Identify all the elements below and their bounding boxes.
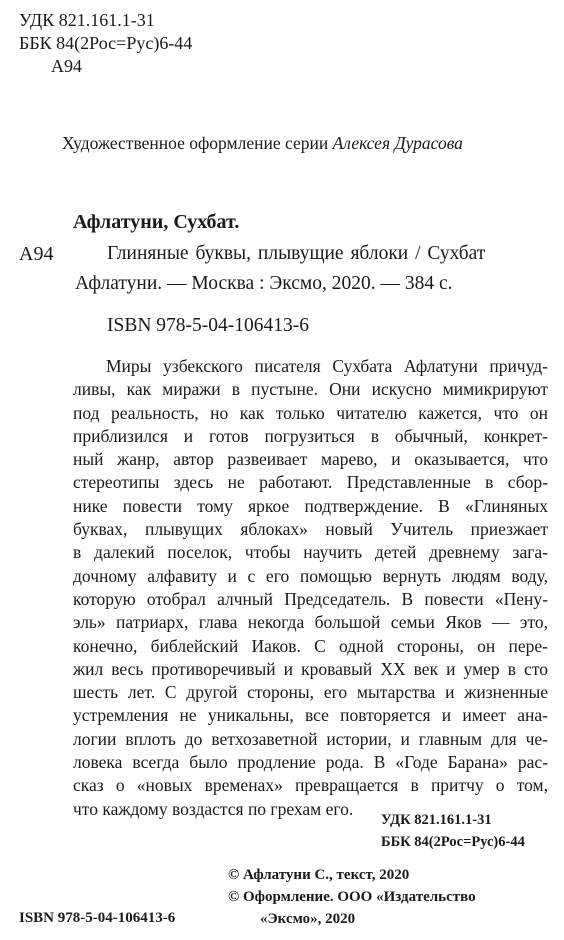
annotation-paragraph — [73, 355, 548, 821]
record-author-mark: А94 — [19, 243, 54, 265]
annotation-line: устремления не уникальны, все повторяется и имеет ана- — [73, 705, 548, 726]
annotation-line: которую отобрал алчный Председатель. В повести «Пену- — [73, 588, 548, 609]
series-design-prefix: Художественное оформление серии — [62, 133, 333, 153]
annotation-line: ловека всегда было продление рода. В «Годе Барана» рас- — [73, 752, 548, 773]
record-title-line-1: Глиняные буквы, плывущие яблоки / Сухбат — [107, 243, 486, 264]
series-design-credit — [62, 133, 463, 154]
annotation-line: стереотипы здесь не работают. Представленные в сбор- — [73, 472, 548, 493]
annotation-line: эль» патриарх, глава некогда большой семьи Яков — это, — [73, 612, 548, 633]
annotation-line: Миры узбекского писателя Сухбата Афлатуни причуд- — [106, 356, 548, 376]
copyright-publisher: «Эксмо», 2020 — [260, 911, 356, 927]
annotation-line: шесть лет. С другой стороны, его мытарства и жизненные — [73, 682, 548, 703]
annotation-line: нике повести тому яркое подтверждение. В «Глиняных — [73, 495, 548, 516]
annotation-line: в далекий поселок, чтобы научить детей древнему зага- — [73, 542, 548, 563]
record-author: Афлатуни, Сухбат. — [73, 211, 240, 233]
classification-codes-bottom — [381, 809, 525, 853]
annotation-line: под реальность, но как только читателю кажется, что он — [73, 402, 548, 423]
annotation-line: ный жанр, автор развеивает марево, и оказывается, что — [73, 449, 548, 470]
annotation-line: что каждому воздастся по грехам его. — [73, 798, 354, 819]
record-title-line-2: Афлатуни. — Москва : Эксмо, 2020. — 384 с. — [75, 273, 453, 294]
bbk-code: ББК 84(2Рос=Рус)6-44 — [381, 834, 525, 850]
annotation-line: жил весь противоречивый и кровавый XX век и умер в сто — [73, 658, 548, 679]
classification-codes-top — [19, 9, 192, 78]
udk-code: УДК 821.161.1-31 — [19, 10, 155, 30]
annotation-line: сказ о «новых временах» превращается в притчу о том, — [73, 775, 548, 796]
isbn-bottom: ISBN 978-5-04-106413-6 — [19, 910, 176, 926]
series-designer-name: Алексея Дурасова — [332, 133, 463, 153]
annotation-line: приблизился и готов погрузиться в обычный, конкрет- — [73, 425, 548, 446]
annotation-line: буквах, плывущих яблоках» новый Учитель приезжает — [73, 519, 548, 540]
author-mark: А94 — [51, 56, 82, 76]
annotation-line: ливы, как миражи в пустыне. Они искусно мимикрируют — [73, 379, 548, 400]
bbk-code: ББК 84(2Рос=Рус)6-44 — [19, 33, 193, 53]
copyright-text: © Афлатуни С., текст, 2020 — [228, 867, 410, 883]
copyright-block — [228, 864, 476, 930]
record-isbn: ISBN 978-5-04-106413-6 — [107, 315, 310, 336]
annotation-line: дочному алфавиту и с его помощью вернуть людям воду, — [73, 565, 548, 586]
udk-code: УДК 821.161.1-31 — [381, 812, 492, 828]
copyright-design: © Оформление. ООО «Издательство — [228, 889, 476, 905]
annotation-line: логии вплоть до ветхозаветной истории, и главным для че- — [73, 728, 548, 749]
annotation-line: конечно, библейский Иаков. С одной стороны, он пере- — [73, 635, 548, 656]
